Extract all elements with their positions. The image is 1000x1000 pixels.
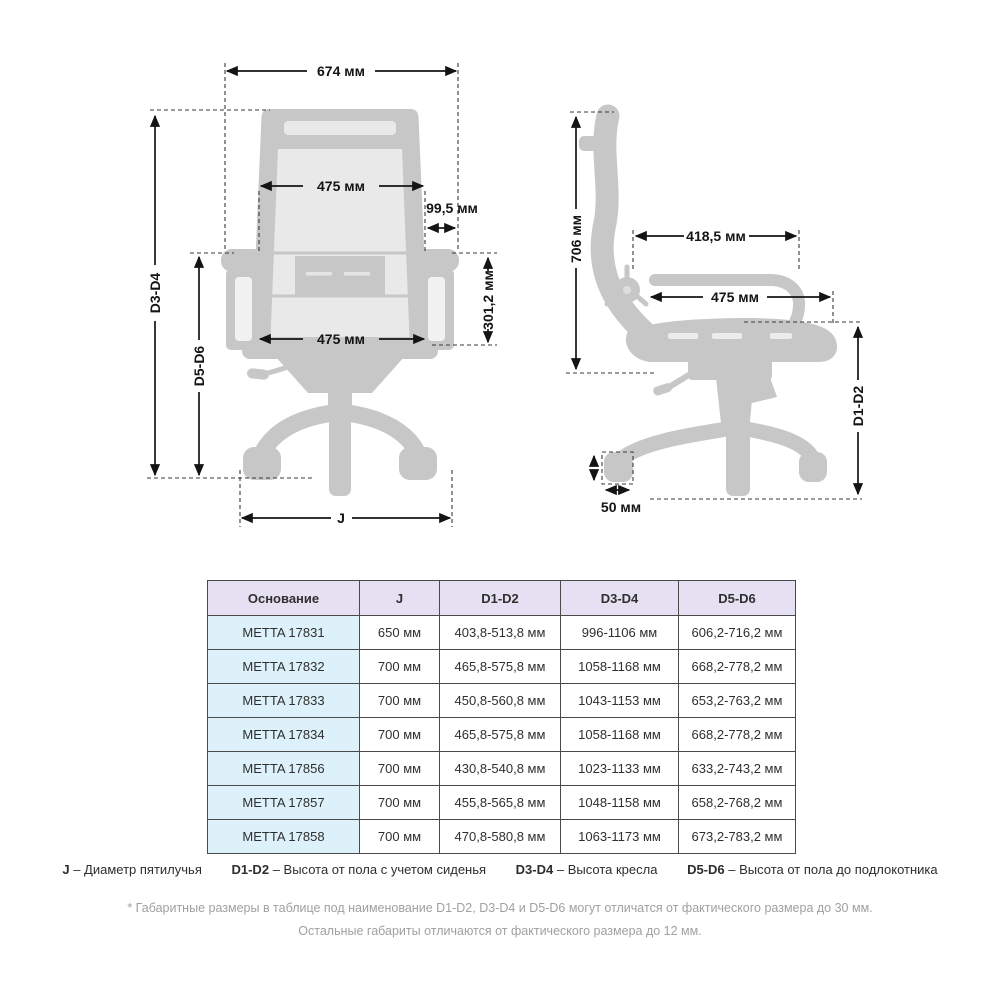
table-row — [208, 650, 796, 684]
model-name: METTA 17834 — [208, 718, 360, 752]
table-row — [208, 684, 796, 718]
value-j: 700 мм — [360, 752, 440, 786]
model-name: METTA 17833 — [208, 684, 360, 718]
value-d3d4: 1058-1168 мм — [561, 718, 679, 752]
value-d1d2: 465,8-575,8 мм — [440, 650, 561, 684]
header-d3d4: D3-D4 — [561, 581, 679, 616]
dim-seat-height-label: D1-D2 — [849, 385, 866, 427]
value-j: 700 мм — [360, 650, 440, 684]
model-name: METTA 17831 — [208, 616, 360, 650]
legend-desc: – Высота от пола с учетом сиденья — [272, 862, 487, 877]
side-chair-silhouette — [579, 116, 837, 496]
value-d3d4: 996-1106 мм — [561, 616, 679, 650]
value-j: 700 мм — [360, 786, 440, 820]
table-row — [208, 718, 796, 752]
value-d5d6: 658,2-768,2 мм — [679, 786, 796, 820]
dim-base-diameter-label: J — [337, 510, 345, 526]
legend-item-j — [62, 862, 202, 877]
legend-term: D1-D2 — [231, 862, 270, 877]
dim-seat-depth: 475 мм — [711, 289, 759, 305]
dim-armrest-height: 301,2 мм — [479, 270, 496, 330]
footnote-line-2: Остальные габариты отличаются от фактического размера до 12 мм. — [298, 924, 702, 938]
model-name: METTA 17856 — [208, 752, 360, 786]
table-row — [208, 820, 796, 854]
spec-table — [207, 580, 796, 854]
dim-armrest-offset: 99,5 мм — [426, 200, 478, 216]
value-d5d6: 673,2-783,2 мм — [679, 820, 796, 854]
header-d5d6: D5-D6 — [679, 581, 796, 616]
table-row — [208, 752, 796, 786]
footnote-line-1: * Габаритные размеры в таблице под наименование D1-D2, D3-D4 и D5-D6 могут отличатся от фактического размера до 30 мм. — [127, 901, 873, 915]
value-d1d2: 455,8-565,8 мм — [440, 786, 561, 820]
model-name: METTA 17857 — [208, 786, 360, 820]
legend-desc: – Высота кресла — [556, 862, 658, 877]
legend-item-d5d6 — [687, 862, 938, 877]
table-row — [208, 616, 796, 650]
table-row — [208, 786, 796, 820]
value-d5d6: 606,2-716,2 мм — [679, 616, 796, 650]
dim-backrest-width: 475 мм — [317, 178, 365, 194]
value-j: 700 мм — [360, 684, 440, 718]
legend-desc: – Высота от пола до подлокотника — [728, 862, 938, 877]
dim-seat-width: 475 мм — [317, 331, 365, 347]
front-chair-silhouette — [221, 109, 459, 496]
legend — [0, 862, 1000, 877]
value-d1d2: 465,8-575,8 мм — [440, 718, 561, 752]
value-d1d2: 430,8-540,8 мм — [440, 752, 561, 786]
value-d1d2: 403,8-513,8 мм — [440, 616, 561, 650]
value-d3d4: 1048-1158 мм — [561, 786, 679, 820]
value-d3d4: 1058-1168 мм — [561, 650, 679, 684]
model-name: METTA 17858 — [208, 820, 360, 854]
value-j: 700 мм — [360, 718, 440, 752]
value-j: 650 мм — [360, 616, 440, 650]
footnote — [0, 897, 1000, 943]
dim-caster-size: 50 мм — [600, 499, 642, 515]
header-base: Основание — [208, 581, 360, 616]
dim-overall-width: 674 мм — [317, 63, 365, 79]
value-d3d4: 1023-1133 мм — [561, 752, 679, 786]
value-d5d6: 653,2-763,2 мм — [679, 684, 796, 718]
dim-armrest-depth: 418,5 мм — [686, 228, 746, 244]
dim-armrest-floor-label: D5-D6 — [190, 345, 207, 387]
value-d5d6: 668,2-778,2 мм — [679, 650, 796, 684]
value-d3d4: 1043-1153 мм — [561, 684, 679, 718]
value-d1d2: 470,8-580,8 мм — [440, 820, 561, 854]
dim-backrest-height: 706 мм — [567, 215, 584, 263]
table-header-row — [208, 581, 796, 616]
value-d1d2: 450,8-560,8 мм — [440, 684, 561, 718]
legend-desc: – Диаметр пятилучья — [73, 862, 202, 877]
legend-term: J — [62, 862, 70, 877]
legend-term: D5-D6 — [687, 862, 725, 877]
dim-chair-height-label: D3-D4 — [146, 272, 163, 314]
value-j: 700 мм — [360, 820, 440, 854]
legend-item-d1d2 — [231, 862, 486, 877]
value-d5d6: 668,2-778,2 мм — [679, 718, 796, 752]
header-j: J — [360, 581, 440, 616]
value-d5d6: 633,2-743,2 мм — [679, 752, 796, 786]
legend-item-d3d4 — [516, 862, 658, 877]
model-name: METTA 17832 — [208, 650, 360, 684]
legend-term: D3-D4 — [515, 862, 554, 877]
value-d3d4: 1063-1173 мм — [561, 820, 679, 854]
header-d1d2: D1-D2 — [440, 581, 561, 616]
